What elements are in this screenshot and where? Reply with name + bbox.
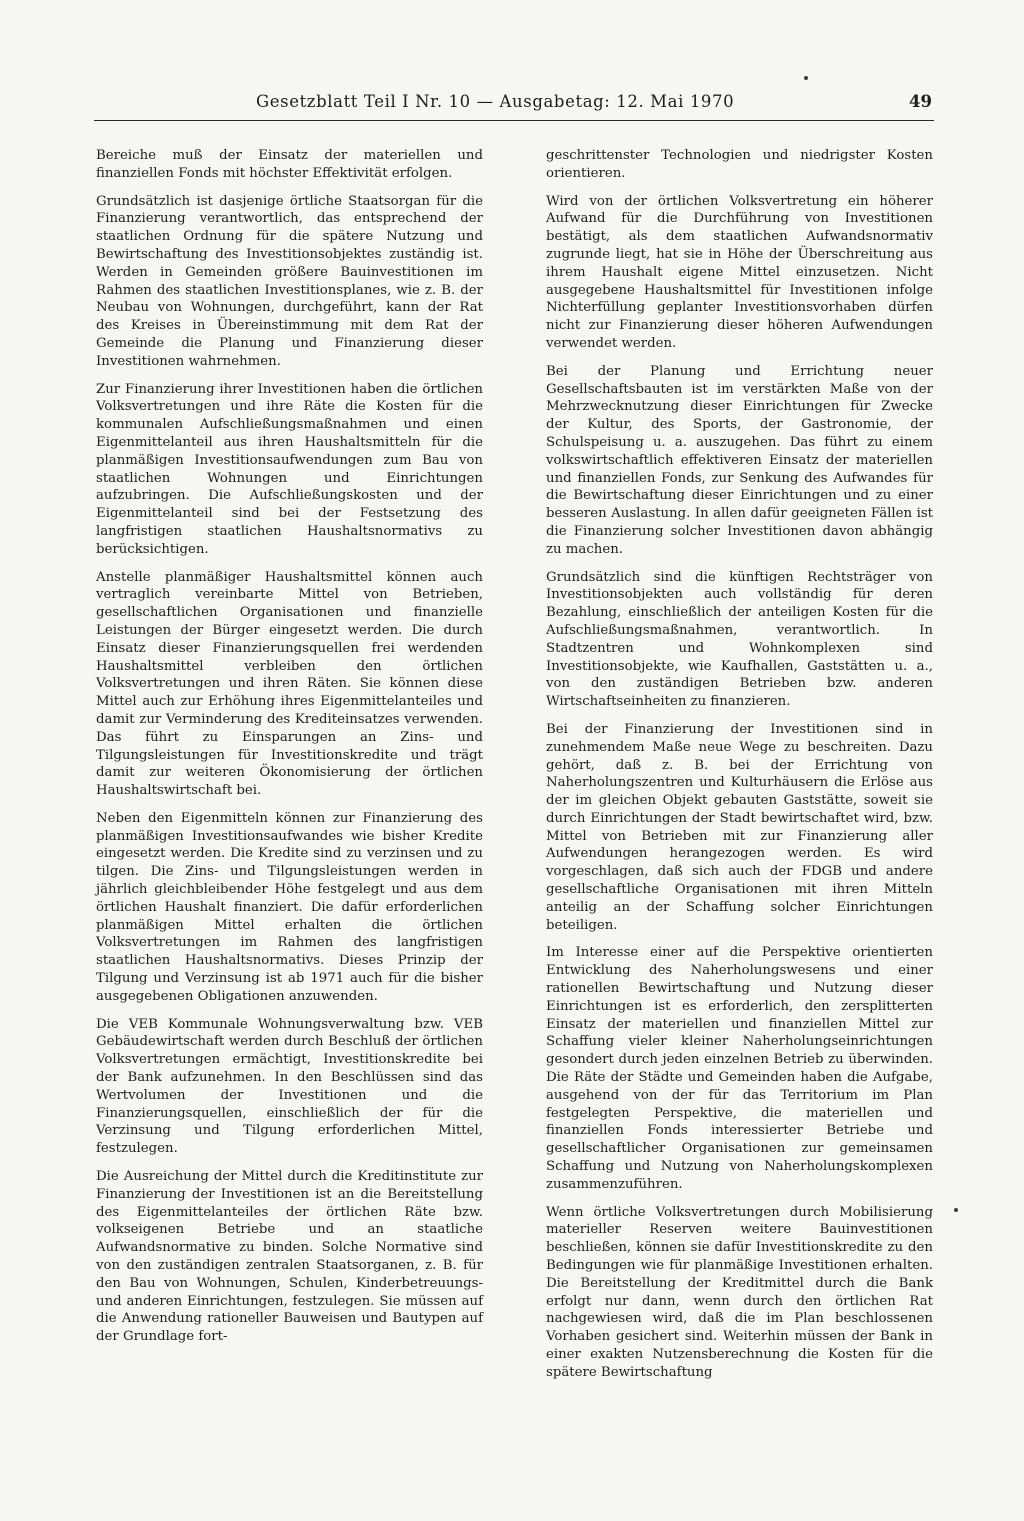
paragraph: Grundsätzlich sind die künftigen Rechtsträger von Investitionsobjekten auch vollständig für deren Bezahlung, einschließlich der anteiligen Kosten für die Aufschließungsmaßnahmen, verantwortlich. In Stadtzentren und Wohnkomplexen sind Investitionsobjekte, wie Kaufhallen, Gaststätten u. a., von den zuständigen Betrieben bzw. anderen Wirtschaftseinheiten zu finanzieren. <box>546 569 933 710</box>
right-column <box>546 147 933 1382</box>
paragraph: Wird von der örtlichen Volksvertretung ein höherer Aufwand für die Durchführung von Investitionen bestätigt, als dem staatlichen Aufwandsnormativ zugrunde liegt, hat sie in Höhe der Überschreitung aus ihrem Haushalt eigene Mittel einzusetzen. Nicht ausgegebene Haushaltsmittel für Investitionen infolge Nichterfüllung geplanter Investitionsvorhaben dürfen nicht zur Finanzierung dieser höheren Aufwendungen verwendet werden. <box>546 193 933 351</box>
paragraph: Wenn örtliche Volksvertretungen durch Mobilisierung materieller Reserven weitere Bauinvestitionen beschließen, können sie dafür Investitionskredite zu den Bedingungen wie für planmäßige Investitionen erhalten. Die Bereitstellung der Kreditmittel durch die Bank erfolgt nur dann, wenn durch den örtlichen Rat nachgewiesen wird, daß die im Plan beschlossenen Vorhaben gesichert sind. Weiterhin müssen der Bank in einer exakten Nutzensberechnung die Kosten für die spätere Bewirtschaftung <box>546 1204 933 1380</box>
paragraph: Die VEB Kommunale Wohnungsverwaltung bzw. VEB Gebäudewirtschaft werden durch Beschluß der örtlichen Volksvertretungen ermächtigt, Investitionskredite bei der Bank aufzunehmen. In den Beschlüssen sind das Wertvolumen der Investitionen und die Finanzierungsquellen, einschließlich der für die Verzinsung und Tilgung erforderlichen Mittel, festzulegen. <box>96 1016 483 1157</box>
left-column <box>96 147 483 1346</box>
page-number: 49 <box>909 92 932 111</box>
paragraph: Neben den Eigenmitteln können zur Finanzierung des planmäßigen Investitionsaufwandes wie bisher Kredite eingesetzt werden. Die Kredite sind zu verzinsen und zu tilgen. Die Zins- und Tilgungsleistungen werden in jährlich gleichbleibender Höhe festgelegt und aus dem örtlichen Haushalt finanziert. Die dafür erforderlichen planmäßigen Mittel erhalten die örtlichen Volksvertretungen im Rahmen des langfristigen staatlichen Haushaltsnormativs. Dieses Prinzip der Tilgung und Verzinsung ist ab 1971 auch für die bisher ausgegebenen Obligationen anzuwenden. <box>96 810 483 1004</box>
paragraph: Anstelle planmäßiger Haushaltsmittel können auch vertraglich vereinbarte Mittel von Betrieben, gesellschaftlichen Organisationen und finanzielle Leistungen der Bürger eingesetzt werden. Die durch Einsatz dieser Finanzierungsquellen frei werdenden Haushaltsmittel verbleiben den örtlichen Volksvertretungen und ihren Räten. Sie können diese Mittel auch zur Erhöhung ihres Eigenmittelanteiles und damit zur Verminderung des Krediteinsatzes verwenden. Das führt zu Einsparungen an Zins- und Tilgungsleistungen für Investitionskredite und trägt damit zur weiteren Ökonomisierung der örtlichen Haushaltswirtschaft bei. <box>96 569 483 799</box>
paragraph: Im Interesse einer auf die Perspektive orientierten Entwicklung des Naherholungswesens und einer rationellen Bewirtschaftung und Nutzung dieser Einrichtungen ist es erforderlich, den zersplitterten Einsatz der materiellen und finanziellen Mittel zur Schaffung vieler kleiner Naherholungseinrichtungen gesondert durch jeden einzelnen Betrieb zu überwinden. Die Räte der Städte und Gemeinden haben die Aufgabe, ausgehend von der für das Territorium im Plan festgelegten Perspektive, die materiellen und finanziellen Fonds interessierter Betriebe und gesellschaftlicher Organisationen zur gemeinsamen Schaffung und Nutzung von Naherholungskomplexen zusammenzuführen. <box>546 945 933 1192</box>
paragraph: Bereiche muß der Einsatz der materiellen und finanziellen Fonds mit höchster Effektivität erfolgen. <box>96 148 483 181</box>
print-speck <box>804 76 808 80</box>
paragraph: Zur Finanzierung ihrer Investitionen haben die örtlichen Volksvertretungen und ihre Räte die Kosten für die kommunalen Aufschließungsmaßnahmen und einen Eigenmittelanteil aus ihren Haushaltsmitteln für die planmäßigen Investitionsaufwendungen zum Bau von staatlichen Wohnungen und Einrichtungen aufzubringen. Die Aufschließungskosten und der Eigenmittelanteil sind bei der Festsetzung des langfristigen staatlichen Haushaltsnormativs zu berücksichtigen. <box>96 381 483 557</box>
print-speck <box>954 1208 958 1212</box>
paragraph: Grundsätzlich ist dasjenige örtliche Staatsorgan für die Finanzierung verantwortlich, das entsprechend der staatlichen Ordnung für die spätere Nutzung und Bewirtschaftung des Investitionsobjektes zuständig ist. Werden in Gemeinden größere Bauinvestitionen im Rahmen des staatlichen Investitionsplanes, wie z. B. der Neubau von Wohnungen, durchgeführt, kann der Rat des Kreises in Übereinstimmung mit dem Rat der Gemeinde die Planung und Finanzierung dieser Investitionen wahrnehmen. <box>96 193 483 369</box>
header-title: Gesetzblatt Teil I Nr. 10 — Ausgabetag: 12. Mai 1970 <box>256 92 735 111</box>
page-header <box>94 88 934 121</box>
paragraph: Bei der Finanzierung der Investitionen sind in zunehmendem Maße neue Wege zu beschreiten. Dazu gehört, daß z. B. bei der Errichtung von Naherholungszentren und Kulturhäusern die Erlöse aus der im gleichen Objekt gebauten Gaststätte, soweit sie durch Einrichtungen der Stadt bewirtschaftet wird, bzw. Mittel von Betrieben mit zur Finanzierung aller Aufwendungen herangezogen werden. Es wird vorgeschlagen, daß sich auch der FDGB und andere gesellschaftliche Organisationen mit ihren Mitteln anteilig an der Schaffung solcher Einrichtungen beteiligen. <box>546 721 933 933</box>
paragraph: Die Ausreichung der Mittel durch die Kreditinstitute zur Finanzierung der Investitionen ist an die Bereitstellung des Eigenmittelanteiles der örtlichen Räte bzw. volkseigenen Betriebe und an staatliche Aufwandsnormative zu binden. Solche Normative sind von den zuständigen zentralen Staatsorganen, z. B. für den Bau von Wohnungen, Schulen, Kinderbetreuungs- und anderen Einrichtungen, festzulegen. Sie müssen auf die Anwendung rationeller Bauweisen und Bautypen auf der Grundlage fort- <box>96 1169 483 1345</box>
paragraph: Bei der Planung und Errichtung neuer Gesellschaftsbauten ist im verstärkten Maße von der Mehrzwecknutzung dieser Einrichtungen für Zwecke der Kultur, des Sports, der Gastronomie, der Schulspeisung u. a. auszugehen. Das führt zu einem volkswirtschaftlich effektiveren Einsatz der materiellen und finanziellen Fonds, zur Senkung des Aufwandes für die Bewirtschaftung dieser Einrichtungen und zu einer besseren Auslastung. In allen dafür geeigneten Fällen ist die Finanzierung solcher Investitionen davon abhängig zu machen. <box>546 363 933 557</box>
paragraph: geschrittenster Technologien und niedrigster Kosten orientieren. <box>546 148 933 181</box>
